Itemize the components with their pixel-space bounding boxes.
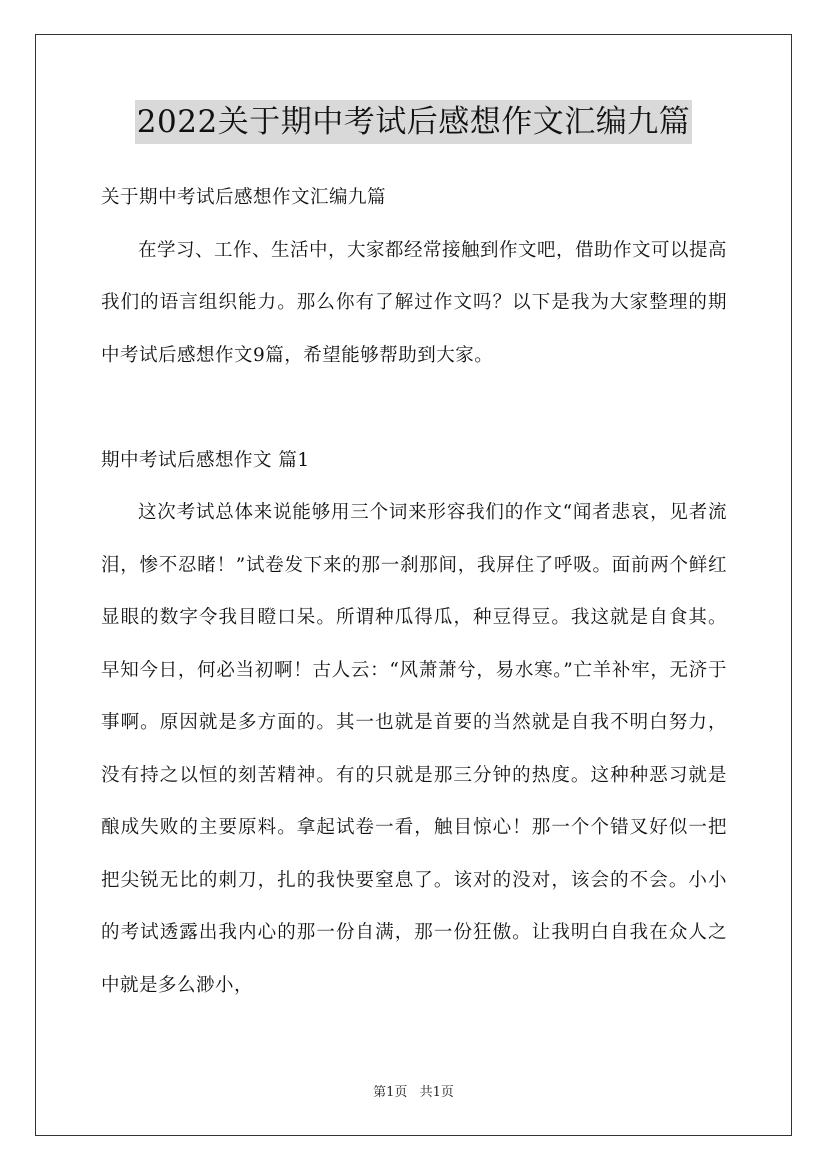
document-title: 2022关于期中考试后感想作文汇编九篇 [135,100,692,144]
section-heading: 期中考试后感想作文 篇1 [101,449,310,471]
page-number: 第1页 [373,1085,408,1100]
intro-paragraph: 在学习、工作、生活中，大家都经常接触到作文吧，借助作文可以提高我们的语言组织能力。那么你有了解过作文吗？以下是我为大家整理的期中考试后感想作文9篇，希望能够帮助到大家。 [101,239,728,366]
document-subtitle: 关于期中考试后感想作文汇编九篇 [101,187,387,208]
document-body [101,172,727,1012]
page-footer [0,1084,827,1102]
section-paragraph: 这次考试总体来说能够用三个词来形容我们的作文“闻者悲哀，见者流泪，惨不忍睹！”试卷发下来的那一刹那间，我屏住了呼吸。面前两个鲜红显眼的数字令我目瞪口呆。所谓种瓜得瓜，种豆得豆。我这就是自食其。早知今日，何必当初啊！古人云：“风萧萧兮，易水寒。”亡羊补牢，无济于事啊。原因就是多方面的。其一也就是首要的当然就是自我不明白努力，没有持之以恒的刻苦精神。有的只就是那三分钟的热度。这种种恶习就是酿成失败的主要原料。拿起试卷一看，触目惊心！那一个个错叉好似一把把尖锐无比的刺刀，扎的我快要窒息了。该对的没对，该会的不会。小小的考试透露出我内心的那一份自满，那一份狂傲。让我明白自我在众人之中就是多么渺小， [101,502,727,996]
paragraph-spacer [101,382,727,435]
page-total: 共1页 [419,1085,454,1100]
title-wrap [0,100,827,144]
